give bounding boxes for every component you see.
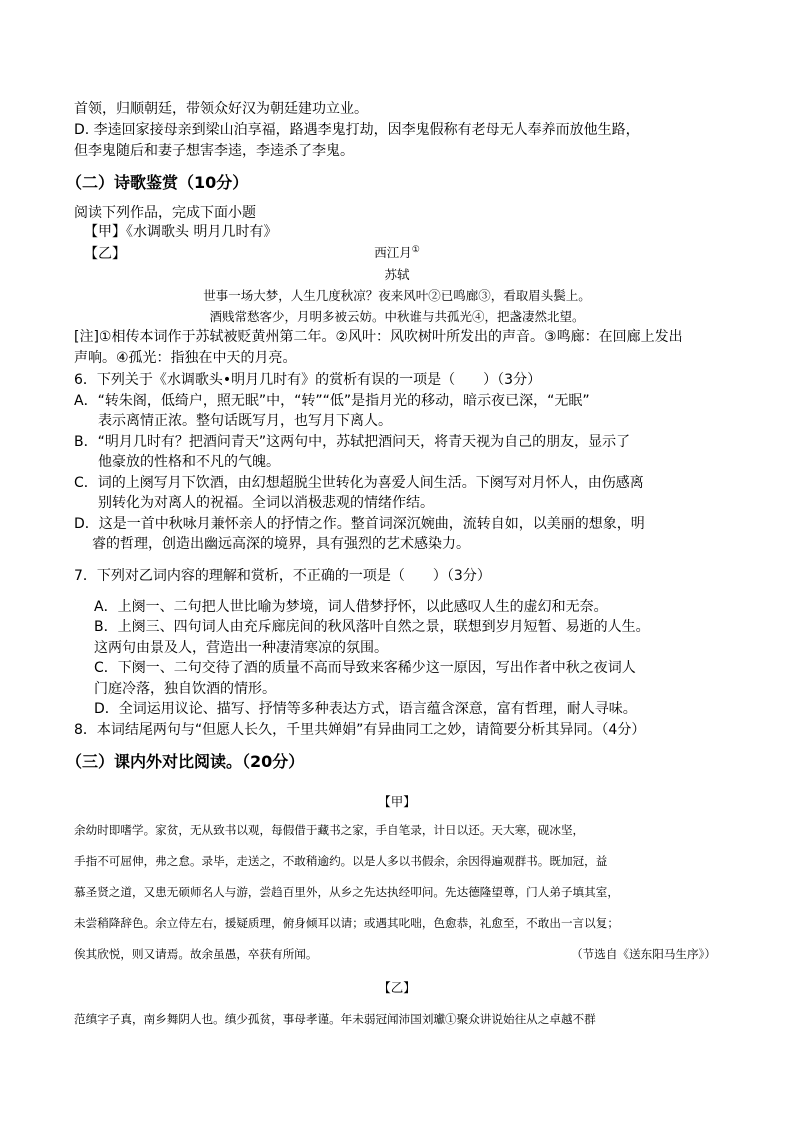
text-line: 但李鬼随后和妻子想害李逵，李逵杀了李鬼。 <box>74 143 354 159</box>
question-6-option-c: C．词的上阕写月下饮酒，由幻想超脱尘世转化为喜爱人间生活。下阕写对月怀人，由伤感离 <box>74 475 644 491</box>
question-6-option-d-cont: 睿的哲理，创造出幽远高深的境界，具有强烈的艺术感染力。 <box>92 536 470 552</box>
passage-a-line: 手指不可屈伸，弗之怠。录毕，走送之，不敢稍逾约。以是人多以书假余，余因得遍观群书。既加冠，益 <box>74 854 608 868</box>
poem-a-title: 【甲】《水调歌头 明月几时有》 <box>84 224 278 240</box>
question-7-option-c-cont: 门庭冷落，独自饮酒的情形。 <box>94 681 276 697</box>
passage-a-line: 俟其欣悦，则又请焉。故余虽愚，卒获有所闻。 <box>74 947 318 961</box>
question-7-option-b-cont: 这两句由景及人，营造出一种凄清寒凉的氛围。 <box>94 640 388 656</box>
section-heading-reading: （三）课内外对比阅读。（20分） <box>66 752 305 771</box>
question-6: 6．下列关于《水调歌头•明月几时有》的赏析有误的一项是（ ）（3分） <box>74 372 542 388</box>
poem-note: [注]①相传本词作于苏轼被贬黄州第二年。②风叶：风吹树叶所发出的声音。③鸣廊：在回廊上发出 <box>74 329 683 345</box>
instruction: 阅读下列作品，完成下面小题 <box>74 205 256 221</box>
question-6-option-d: D．这是一首中秋咏月兼怀亲人的抒情之作。整首词深沉婉曲，流转自如，以美丽的想象，明 <box>74 516 645 532</box>
text-line: 首领，归顺朝廷，带领众好汉为朝廷建功立业。 <box>74 101 368 117</box>
poem-author: 苏轼 <box>384 267 410 282</box>
passage-a-source: （节选自《送东阳马生序》） <box>571 947 716 961</box>
section-heading-poetry: （二）诗歌鉴赏（10分） <box>66 173 249 192</box>
passage-a-line: 慕圣贤之道，又患无硕师名人与游，尝趋百里外，从乡之先达执经叩问。先达德隆望尊，门人弟子填其室， <box>74 885 619 899</box>
passage-b-line: 范缜字子真，南乡舞阴人也。缜少孤贫，事母孝谨。年未弱冠闻沛国刘瓛①聚众讲说始往从之卓越不群 <box>74 1012 596 1026</box>
passage-a-line: 未尝稍降辞色。余立侍左右，援疑质理，俯身倾耳以请；或遇其叱咄，色愈恭，礼愈至，不敢出一言以复； <box>74 916 619 930</box>
question-7-option-c: C．下阕一、二句交待了酒的质量不高而导致来客稀少这一原因，写出作者中秋之夜词人 <box>94 660 636 676</box>
poem-b-label: 【乙】 <box>84 246 126 262</box>
passage-b-label: 【乙】 <box>378 980 416 995</box>
question-6-option-a-cont: 表示离情正浓。整句话既写月，也写月下离人。 <box>98 413 392 429</box>
question-6-option-b-cont: 他豪放的性格和不凡的气魄。 <box>98 454 280 470</box>
poem-line: 世事一场大梦，人生几度秋凉？夜来风叶②已鸣廊③，看取眉头鬓上。 <box>203 288 591 303</box>
question-7-option-a: A．上阕一、二句把人世比喻为梦境，词人借梦抒怀，以此感叹人生的虚幻和无奈。 <box>94 599 608 615</box>
question-8: 8．本词结尾两句与“但愿人长久，千里共婵娟”有异曲同工之妙，请简要分析其异同。（4分） <box>74 722 646 738</box>
poem-title-note: ① <box>411 244 420 255</box>
question-7: 7．下列对乙词内容的理解和赏析，不正确的一项是（ ）（3分） <box>74 568 491 584</box>
poem-note: 声响。④孤光：指独在中天的月亮。 <box>74 350 297 366</box>
question-6-option-c-cont: 别转化为对离人的祝福。全词以消极悲观的情绪作结。 <box>98 495 434 511</box>
question-7-option-b: B．上阕三、四句词人由充斥廊庑间的秋风落叶自然之景，联想到岁月短暂、易逝的人生。 <box>94 619 650 635</box>
poem-title <box>0 243 794 261</box>
question-7-option-d: D．全词运用议论、描写、抒情等多种表达方式，语言蕴含深意，富有哲理，耐人寻味。 <box>94 701 637 717</box>
option-d-line: D. 李逵回家接母亲到梁山泊享福，路遇李鬼打劫，因李鬼假称有老母无人奉养而放他生路， <box>74 122 640 138</box>
question-6-option-a: A．“转朱阁，低绮户，照无眠”中，“转”“低”是指月光的移动，暗示夜已深，“无眠” <box>74 393 590 409</box>
poem-line: 酒贱常愁客少，月明多被云妨。中秋谁与共孤光④，把盏凄然北望。 <box>209 309 585 324</box>
question-6-option-b: B．“明月几时有？把酒问青天”这两句中，苏轼把酒问天，将青天视为自己的朋友，显示了 <box>74 434 631 450</box>
poem-title-text: 西江月 <box>374 245 412 260</box>
passage-a-line: 余幼时即嗜学。家贫，无从致书以观，每假借于藏书之家，手自笔录，计日以还。天大寒，砚冰坚， <box>74 823 585 837</box>
passage-a-label: 【甲】 <box>378 794 416 809</box>
